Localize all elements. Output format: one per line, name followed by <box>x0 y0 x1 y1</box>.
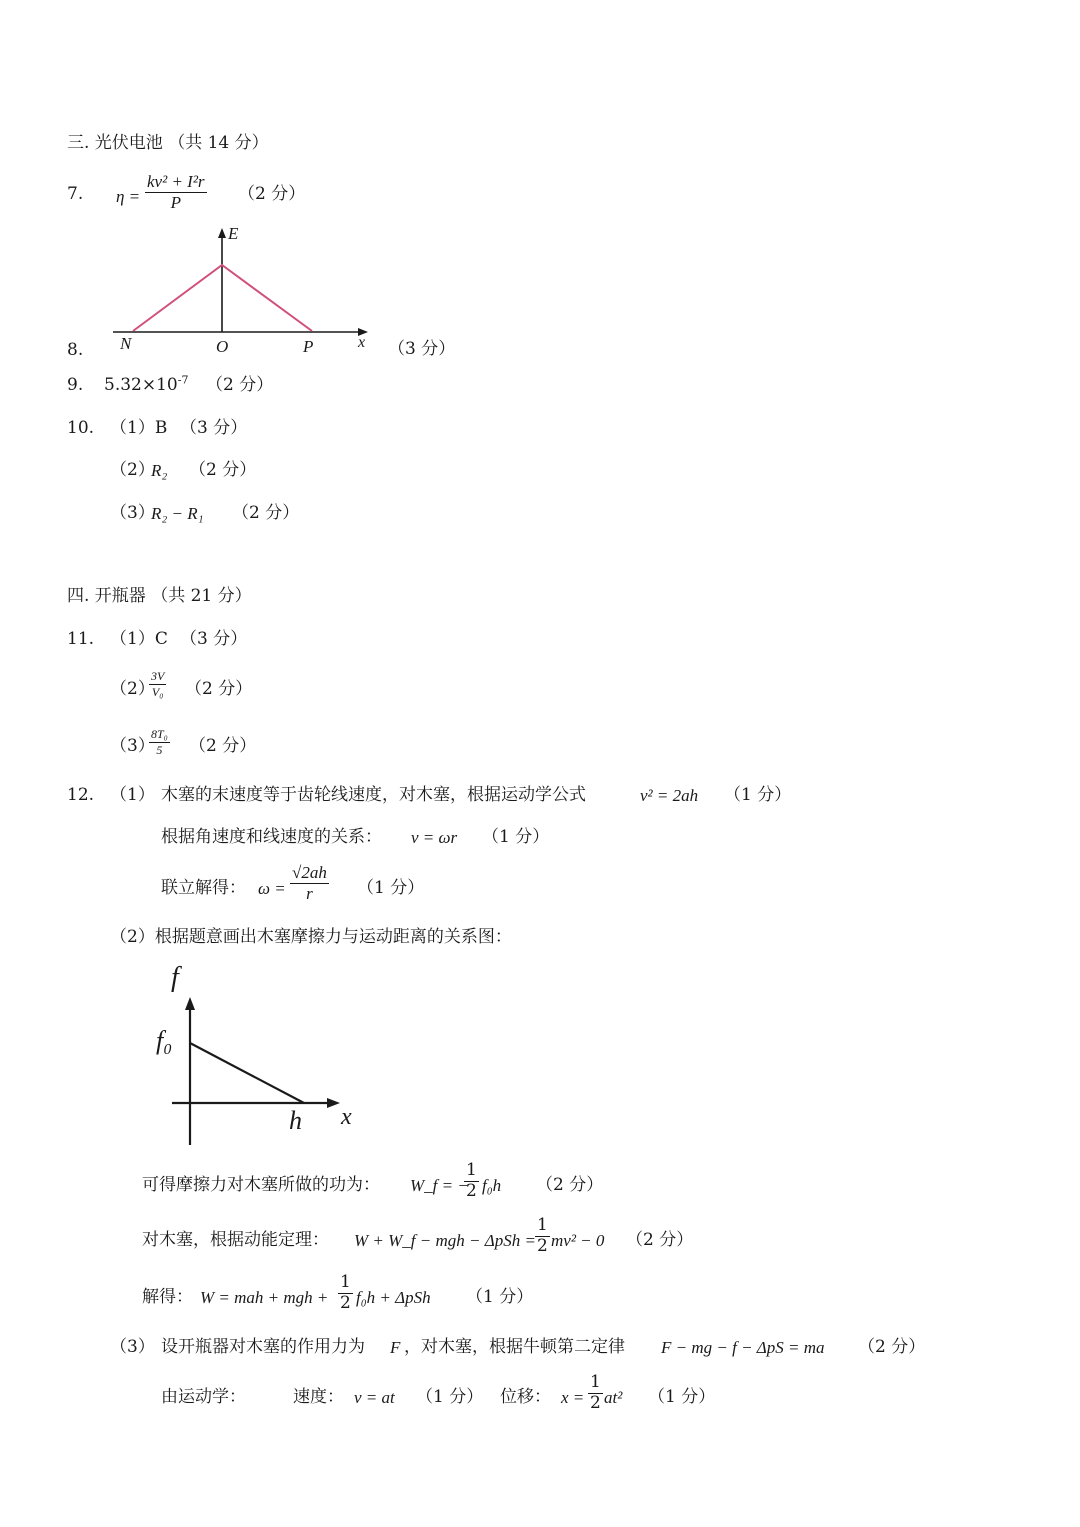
q10-part3: （3） <box>110 503 155 523</box>
q12-kin-text: 由运动学： <box>161 1387 246 1407</box>
q8-number: 8. <box>67 340 84 360</box>
q7-eta: η = <box>116 187 141 206</box>
q12-work-numerator: 1 <box>466 1160 477 1180</box>
q8-label-o: O <box>216 337 229 356</box>
q12-line3-score: （1 分） <box>357 878 425 898</box>
q12-graph-label-f0: f₀ <box>156 1026 173 1055</box>
q10-part1-score: （3 分） <box>180 418 248 438</box>
q8-score: （3 分） <box>388 339 456 359</box>
q12-ke-lhs: W + W_f − mgh − ΔpSh = <box>354 1231 536 1250</box>
q12-graph-label-h: h <box>289 1106 302 1135</box>
q12-kin-x-fraction <box>586 1374 605 1413</box>
q11-part2-denominator: V₀ <box>151 684 164 699</box>
q12-number: 12. <box>67 785 95 805</box>
q8-label-n: N <box>120 334 132 353</box>
q11-part3: （3） <box>110 736 155 756</box>
q12-kin-v-score: （1 分） <box>416 1387 484 1407</box>
q12-kin-x-lhs: x = <box>561 1388 585 1407</box>
q9-exponent: -7 <box>177 373 189 387</box>
q12-kin-v-label: 速度： <box>293 1387 344 1407</box>
q11-part1-score: （3 分） <box>180 629 248 649</box>
q7-denominator: P <box>170 192 181 212</box>
q12-line1-score: （1 分） <box>724 785 792 805</box>
q12-graph-label-x: x <box>341 1104 352 1130</box>
q12-sol-lhs: W = mah + mgh + <box>200 1288 329 1307</box>
q12-part3-text2: ，对木塞，根据牛顿第二定律 <box>404 1337 625 1357</box>
q8-label-x: x <box>358 334 366 351</box>
q12-line1-text: 木塞的末速度等于齿轮线速度，对木塞，根据运动学公式 <box>161 785 586 805</box>
q12-line2-text: 根据角速度和线速度的关系： <box>161 827 382 847</box>
q12-graph-y-arrow <box>185 997 195 1010</box>
q12-line3-lhs: ω = <box>258 879 286 898</box>
q12-sol-fraction <box>336 1274 355 1313</box>
q8-label-e: E <box>228 224 239 243</box>
q12-ke-score: （2 分） <box>626 1230 694 1250</box>
section-4-title: 四. 开瓶器 （共 21 分） <box>67 586 252 606</box>
q12-line1-math: v² = 2ah <box>640 786 699 805</box>
q12-line3-text: 联立解得： <box>161 878 246 898</box>
q12-kin-x-label: 位移： <box>500 1387 551 1407</box>
q12-line2-score: （1 分） <box>482 827 550 847</box>
q12-sol-rhs: f₀h + ΔpSh <box>356 1288 431 1307</box>
q9-score: （2 分） <box>206 375 274 395</box>
q11-part2: （2） <box>110 679 155 699</box>
q12-line2-math: v = ωr <box>411 828 458 847</box>
q12-kin-x-numerator: 1 <box>590 1372 601 1392</box>
q8-label-p: P <box>303 337 314 356</box>
q12-kin-x-rhs: at² <box>604 1388 623 1407</box>
q12-work-fraction <box>462 1162 481 1201</box>
q12-work-text: 可得摩擦力对木塞所做的功为： <box>142 1175 380 1195</box>
q11-part2-numerator: 3V <box>151 669 165 683</box>
q12-part3-label: （3） <box>110 1337 155 1357</box>
q12-ke-numerator: 1 <box>537 1215 548 1235</box>
q12-sol-text: 解得： <box>142 1287 193 1307</box>
q9-answer: $5.32\times 10^{-7}$ <box>104 373 189 395</box>
q12-part3-score: （2 分） <box>858 1337 926 1357</box>
q10-part2-score: （2 分） <box>189 460 257 480</box>
q12-work-rhs: f₀h <box>482 1176 502 1195</box>
q12-graph-x-arrow <box>327 1098 340 1108</box>
q11-part3-denominator: 5 <box>156 742 163 757</box>
q12-kin-v: v = at <box>354 1388 395 1407</box>
q12-work-denominator: 2 <box>466 1180 477 1201</box>
q12-line3-numerator: √2ah <box>292 863 327 882</box>
q12-sol-numerator: 1 <box>340 1272 351 1292</box>
q12-part1-label: （1） <box>110 785 155 805</box>
q11-part3-score: （2 分） <box>189 736 257 756</box>
q11-part2-score: （2 分） <box>185 679 253 699</box>
q12-kin-x-denominator: 2 <box>590 1392 601 1413</box>
q7-number: 7. <box>67 184 84 204</box>
q12-ke-denominator: 2 <box>537 1235 548 1256</box>
q12-kin-x-score: （1 分） <box>648 1387 716 1407</box>
q7-score: （2 分） <box>238 184 306 204</box>
q12-work-lhs: W_f = − <box>410 1176 469 1195</box>
q12-graph-friction-line <box>190 1043 304 1103</box>
q12-part2-text: （2）根据题意画出木塞摩擦力与运动距离的关系图： <box>110 927 512 947</box>
q12-ke-text: 对木塞，根据动能定理： <box>142 1230 329 1250</box>
q12-part3-text: 设开瓶器对木塞的作用力为 <box>161 1337 365 1357</box>
q12-work-score: （2 分） <box>536 1175 604 1195</box>
q10-part1: （1）B <box>110 418 168 438</box>
q9-number: 9. <box>67 375 84 395</box>
q10-part3-score: （2 分） <box>232 503 300 523</box>
q12-sol-denominator: 2 <box>340 1292 351 1313</box>
section-3-title: 三. 光伏电池 （共 14 分） <box>67 133 269 153</box>
q12-ke-fraction <box>533 1217 552 1256</box>
q12-sol-score: （1 分） <box>466 1287 534 1307</box>
q10-part3-answer: R₂ − R₁ <box>151 504 204 523</box>
q11-part3-numerator: 8T₀ <box>151 727 168 741</box>
q12-part3-f: F <box>390 1338 401 1357</box>
q11-part1: （1）C <box>110 629 168 649</box>
q7-numerator: kv² + I²r <box>147 172 205 191</box>
q12-ke-rhs: mv² − 0 <box>551 1231 605 1250</box>
q11-number: 11. <box>67 629 95 649</box>
q10-part2-answer: R₂ <box>151 461 168 480</box>
q10-number: 10. <box>67 418 95 438</box>
q12-line3-denominator: r <box>306 883 313 903</box>
q12-part3-math: F − mg − f − ΔpS = ma <box>661 1338 825 1357</box>
q12-graph-label-f: f <box>171 962 179 993</box>
q10-part2: （2） <box>110 460 155 480</box>
